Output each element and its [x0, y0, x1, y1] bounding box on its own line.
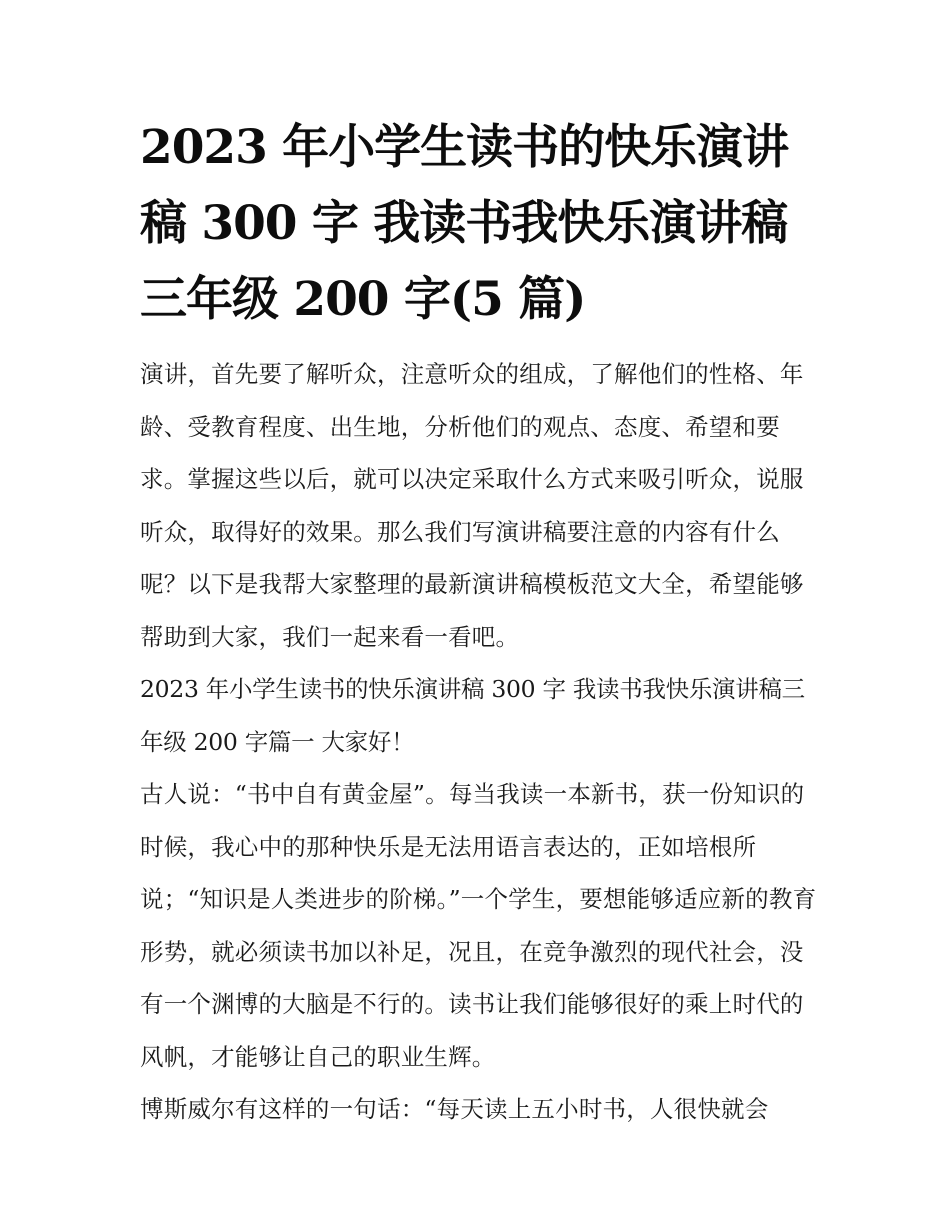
intro-paragraph: 演讲，首先要了解听众，注意听众的组成，了解他们的性格、年龄、受教育程度、出生地，分析他们的观点、态度、希望和要求。掌握这些以后，就可以决定采取什么方式来吸引听众，说服听众，取得好的效果。那么我们写演讲稿要注意的内容有什么呢？以下是我帮大家整理的最新演讲稿模板范文大全，希望能够帮助到大家，我们一起来看一看吧。 [140, 360, 804, 651]
document-title: 2023 年小学生读书的快乐演讲稿 300 字 我读书我快乐演讲稿三年级 200 字(5 篇) [140, 120, 789, 327]
section-heading-paragraph: 2023 年小学生读书的快乐演讲稿 300 字 我读书我快乐演讲稿三年级 200 字篇一 大家好！ [140, 675, 805, 756]
document-content [140, 110, 820, 1136]
body-paragraph: 博斯威尔有这样的一句话：“每天读上五小时书，人很快就会 [140, 1095, 769, 1123]
body-paragraph: 古人说：“书中自有黄金屋”。每当我读一本新书，获一份知识的时候，我心中的那种快乐是无法用语言表达的，正如培根所说；“知识是人类进步的阶梯。”一个学生，要想能够适应新的教育形势，就必须读书加以补足，况且，在竞争激烈的现代社会，没有一个渊博的大脑是不行的。读书让我们能够很好的乘上时代的风帆，才能够让自己的职业生辉。 [140, 780, 817, 1071]
document-body [140, 348, 820, 1136]
